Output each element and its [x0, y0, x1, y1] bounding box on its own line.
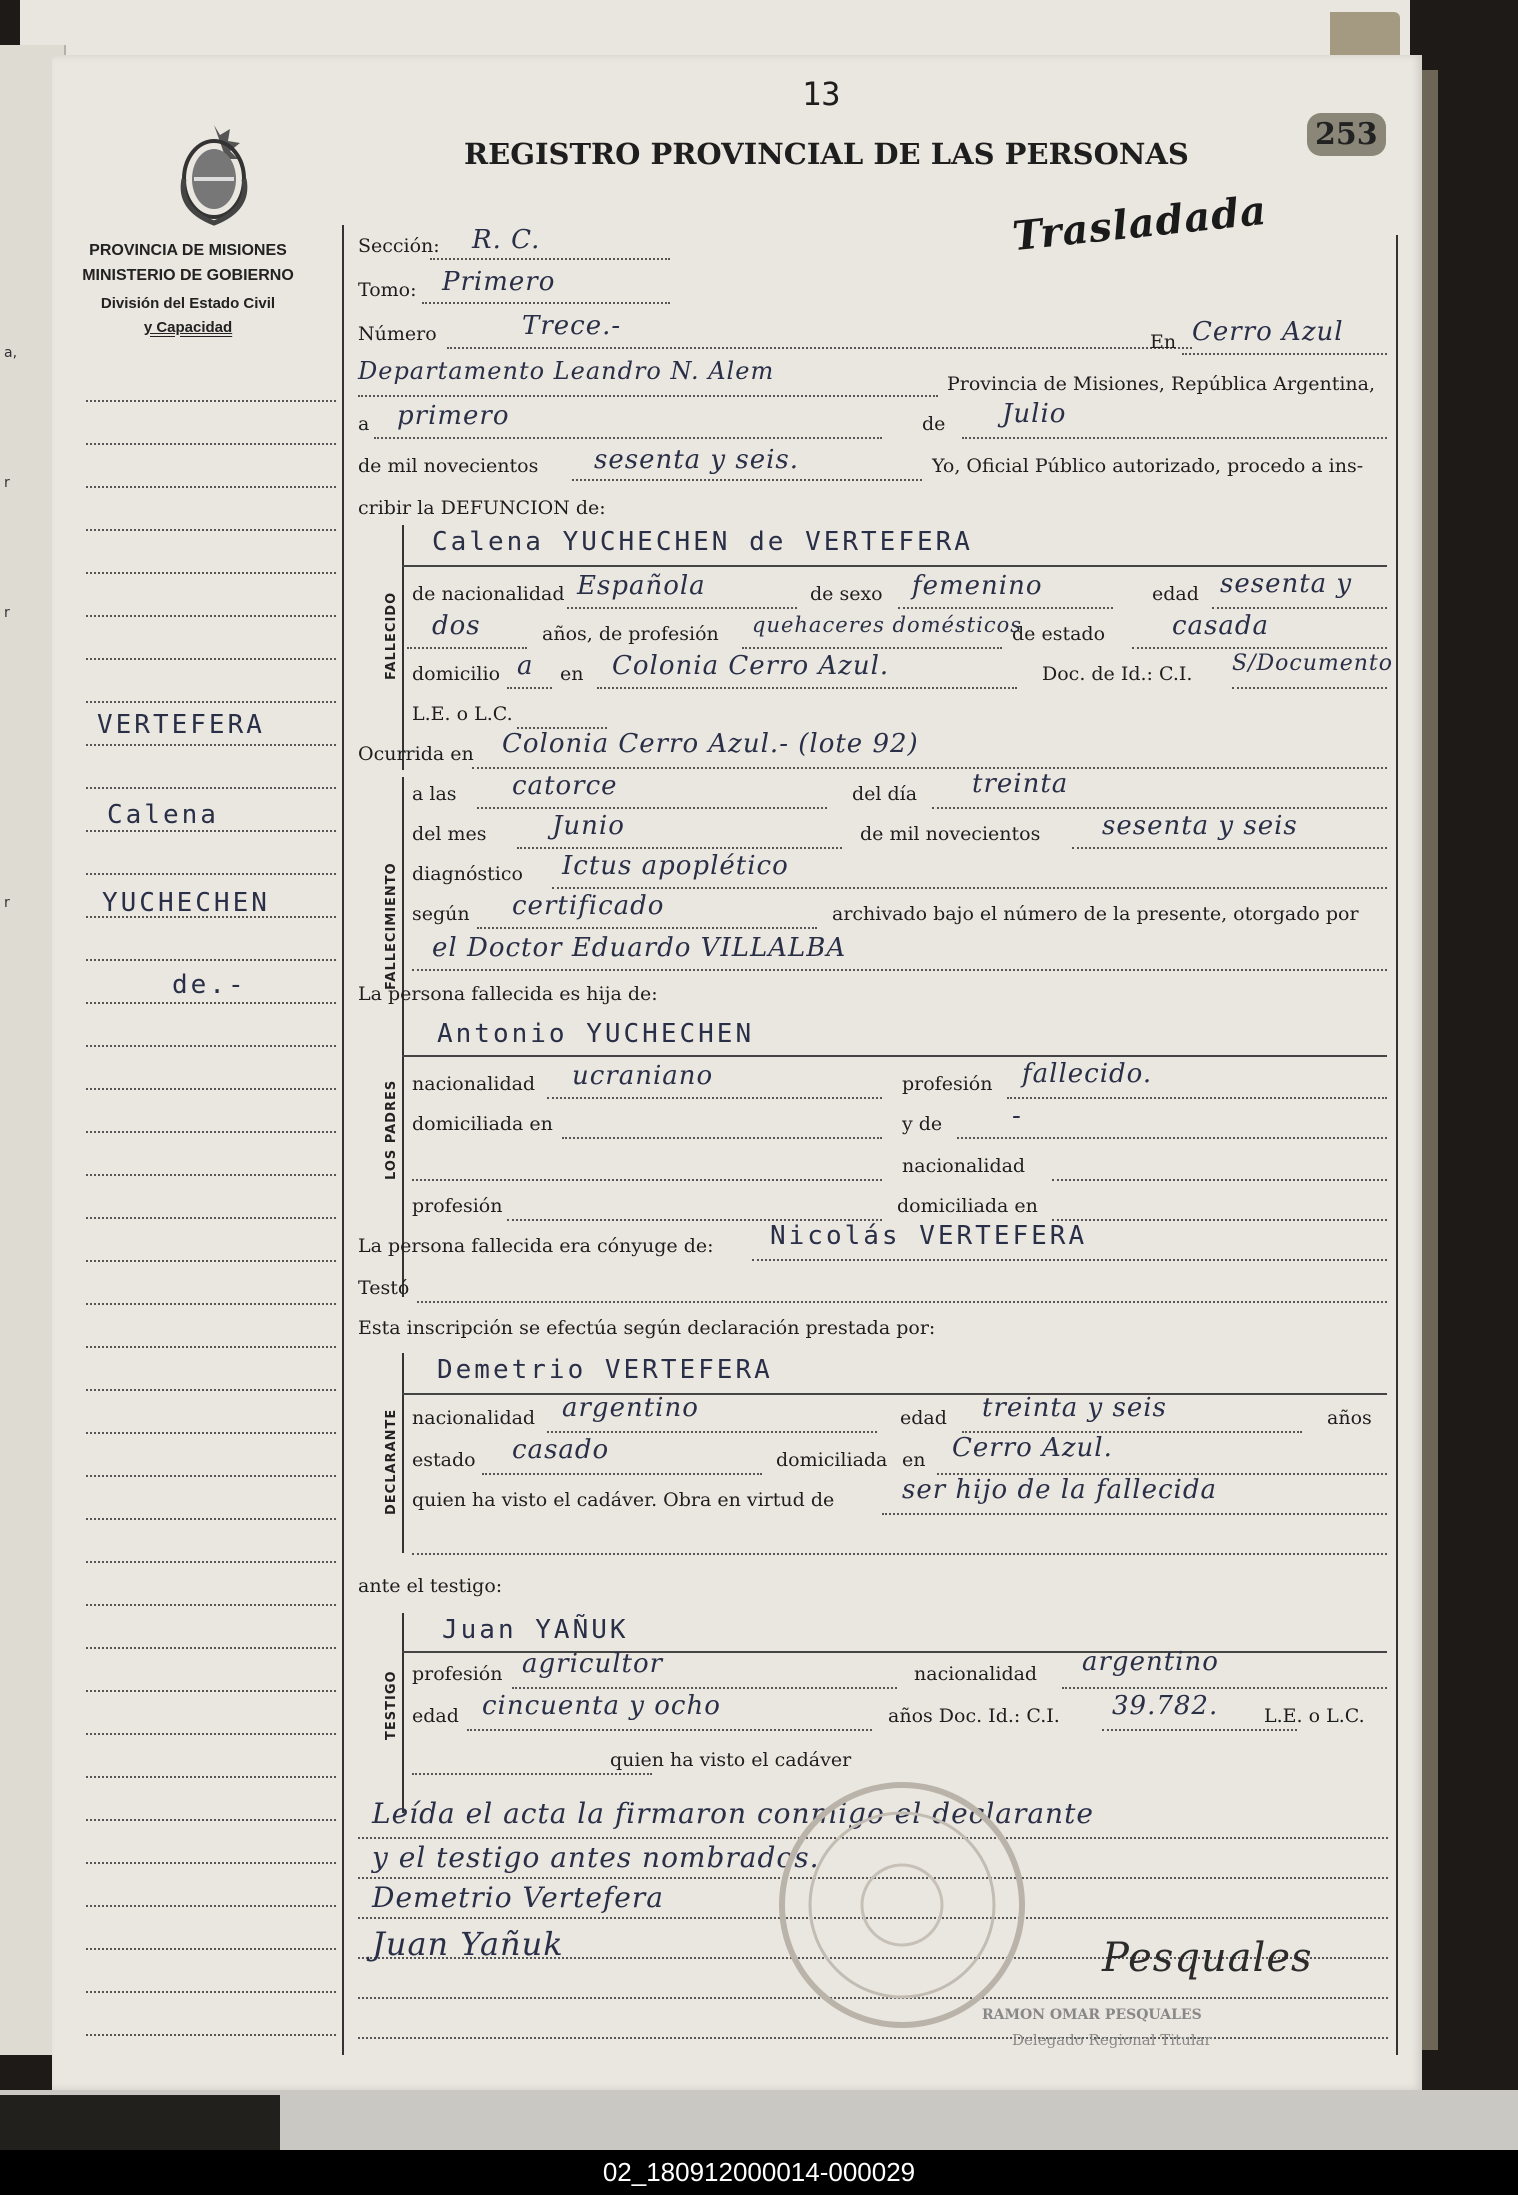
label-ocurrida-en: Ocurrida en	[358, 743, 474, 765]
trasladada-annotation: Trasladada	[1010, 186, 1270, 261]
signature-declarante: Demetrio Vertefera	[372, 1881, 664, 1914]
label-testigo-profesion: profesión	[412, 1663, 503, 1685]
official-stamp-name: RAMON OMAR PESQUALES	[982, 2007, 1202, 2023]
margin-ruled-line	[86, 1088, 336, 1090]
value-domicilio-en: Colonia Cerro Azul.	[612, 651, 890, 681]
margin-ruled-line	[86, 1733, 336, 1735]
value-segun: certificado	[512, 891, 665, 921]
value-edad-2: dos	[432, 611, 481, 641]
label-domiciliada-en: domiciliada en	[412, 1113, 553, 1135]
label-nacionalidad-fallecido: de nacionalidad	[412, 583, 565, 605]
value-dia: primero	[397, 401, 510, 431]
value-doctor: el Doctor Eduardo VILLALBA	[432, 933, 847, 963]
margin-ruled-line	[86, 873, 336, 875]
label-quien-vio: quien ha visto el cadáver. Obra en virtud de	[412, 1489, 835, 1511]
margin-ruled-line	[86, 1131, 336, 1133]
label-declarante-edad: edad	[900, 1407, 947, 1429]
value-declarante: Demetrio VERTEFERA	[437, 1355, 773, 1385]
book-number-stamp: 253	[1307, 113, 1386, 156]
margin-ruled-line	[86, 1862, 336, 1864]
label-inscripcion: Esta inscripción se efectúa según declaración prestada por:	[358, 1317, 936, 1339]
value-declarante-edad: treinta y seis	[982, 1393, 1167, 1423]
section-fallecido: FALLECIDO	[384, 591, 399, 680]
scan-bottom-shadow	[0, 2095, 280, 2150]
value-testigo-ci: 39.782.	[1112, 1691, 1219, 1721]
margin-ruled-line	[86, 1776, 336, 1778]
margin-ruled-line	[86, 658, 336, 660]
value-nombre: Calena YUCHECHEN de VERTEFERA	[432, 527, 973, 557]
margin-ruled-line	[86, 744, 336, 746]
label-a: a	[358, 413, 370, 435]
value-profesion: quehaceres domésticos	[752, 613, 1023, 637]
value-declarante-virtud: ser hijo de la fallecida	[902, 1475, 1218, 1505]
label-hija-de: La persona fallecida es hija de:	[358, 983, 658, 1005]
header-capacity: y Capacidad	[143, 319, 233, 336]
label-de-mil: de mil novecientos	[358, 455, 539, 477]
form-right-border	[1396, 235, 1398, 2055]
margin-ruled-line	[86, 1518, 336, 1520]
margin-ruled-line	[86, 1303, 336, 1305]
label-profesion-padre: profesión	[902, 1073, 993, 1095]
value-declarante-domicilio: Cerro Azul.	[952, 1433, 1113, 1463]
label-ante-testigo: ante el testigo:	[358, 1575, 503, 1597]
value-dia-fallecimiento: treinta	[972, 769, 1069, 799]
margin-ruled-line	[86, 400, 336, 402]
margin-ruled-line	[86, 1604, 336, 1606]
label-anos-profesion: años, de profesión	[542, 623, 719, 645]
official-stamp-title: Delegado Regional Titular	[1012, 2031, 1212, 2049]
value-padre-profesion: fallecido.	[1022, 1059, 1153, 1089]
value-closing-line-1: Leída el acta la firmaron conmigo el declarante	[372, 1797, 1094, 1830]
section-testigo: TESTIGO	[384, 1670, 399, 1740]
section-los-padres: LOS PADRES	[384, 1079, 399, 1180]
margin-ruled-line	[86, 1346, 336, 1348]
margin-ruled-line	[86, 2034, 336, 2036]
margin-ruled-line	[86, 1217, 336, 1219]
label-archivado: archivado bajo el número de la presente, otorgado por	[832, 903, 1359, 925]
page-title: REGISTRO PROVINCIAL DE LAS PERSONAS	[464, 137, 1189, 171]
label-en: En	[1150, 331, 1177, 353]
label-sexo: de sexo	[810, 583, 883, 605]
label-numero: Número	[358, 323, 437, 345]
label-profesion-madre: profesión	[412, 1195, 503, 1217]
value-padre: Antonio YUCHECHEN	[437, 1019, 755, 1049]
margin-ruled-line	[86, 1948, 336, 1950]
margin-note-de: de.-	[172, 970, 247, 1000]
label-declarante-estado: estado	[412, 1449, 476, 1471]
margin-ruled-line	[86, 1045, 336, 1047]
margin-ruled-line	[86, 1991, 336, 1993]
label-testigo-edad: edad	[412, 1705, 459, 1727]
margin-ruled-line	[86, 1561, 336, 1563]
label-tomo: Tomo:	[358, 279, 417, 301]
margin-ruled-line	[86, 959, 336, 961]
label-testigo-le-lc: L.E. o L.C.	[1264, 1705, 1365, 1727]
value-mes-fallecimiento: Junio	[552, 811, 625, 841]
label-domicilio: domicilio	[412, 663, 501, 685]
margin-ruled-line	[86, 1647, 336, 1649]
label-inscribir: cribir la DEFUNCION de:	[358, 497, 606, 519]
label-y-de: y de	[902, 1113, 943, 1135]
margin-ruled-line	[86, 830, 336, 832]
page-number: 13	[802, 75, 841, 113]
margin-ruled-line	[86, 486, 336, 488]
label-provincia: Provincia de Misiones, República Argentina,	[947, 373, 1376, 395]
margin-ruled-line	[86, 443, 336, 445]
book-top-edge	[20, 0, 1410, 60]
value-doc-id: S/Documento	[1232, 651, 1393, 676]
margin-ruled-line	[86, 1389, 336, 1391]
official-seal-icon	[772, 1775, 1032, 2035]
margin-ruled-line	[86, 1432, 336, 1434]
label-domiciliada-en-madre: domiciliada en	[897, 1195, 1038, 1217]
section-fallecimiento: FALLECIMIENTO	[384, 862, 399, 990]
label-declarante-domiciliada: domiciliada	[776, 1449, 888, 1471]
signature-testigo: Juan Yañuk	[372, 1925, 564, 1963]
label-domicilio-en: en	[560, 663, 584, 685]
label-declarante-en: en	[902, 1449, 926, 1471]
label-a-las: a las	[412, 783, 457, 805]
margin-ruled-line	[86, 572, 336, 574]
value-declarante-nacionalidad: argentino	[562, 1393, 699, 1423]
margin-ruled-line	[86, 1002, 336, 1004]
value-seccion: R. C.	[472, 225, 541, 255]
margin-note-surname: VERTEFERA	[97, 710, 265, 740]
label-del-mes: del mes	[412, 823, 487, 845]
margin-ruled-line	[86, 1819, 336, 1821]
value-edad-1: sesenta y	[1220, 569, 1353, 599]
margin-divider	[342, 225, 344, 2055]
value-departamento: Departamento Leandro N. Alem	[358, 357, 775, 385]
label-segun: según	[412, 903, 470, 925]
value-testigo-profesion: agricultor	[522, 1649, 664, 1679]
value-diagnostico: Ictus apoplético	[562, 851, 789, 881]
value-tomo: Primero	[442, 267, 556, 297]
value-ano-fallecimiento: sesenta y seis	[1102, 811, 1298, 841]
label-de-mil-fallecimiento: de mil novecientos	[860, 823, 1041, 845]
previous-page-edge: a, r r r	[0, 45, 66, 2055]
value-nacionalidad: Española	[577, 571, 706, 601]
header-province: PROVINCIA DE MISIONES	[89, 242, 287, 259]
label-de: de	[922, 413, 946, 435]
label-yo-oficial: Yo, Oficial Público autorizado, procedo a ins-	[932, 455, 1364, 477]
margin-note-firstname: Calena	[107, 800, 219, 830]
label-testigo-quien-vio: quien ha visto el cadáver	[610, 1749, 852, 1771]
label-le-lc: L.E. o L.C.	[412, 703, 513, 725]
margin-ruled-line	[86, 529, 336, 531]
signature-oficial: Pesquales	[1102, 1935, 1313, 1981]
value-mes: Julio	[1002, 399, 1067, 429]
label-diagnostico: diagnóstico	[412, 863, 523, 885]
header-ministry: MINISTERIO DE GOBIERNO	[82, 267, 294, 284]
label-testo: Testó	[358, 1277, 410, 1299]
value-ocurrida-en: Colonia Cerro Azul.- (lote 92)	[502, 729, 919, 759]
value-estado: casada	[1172, 611, 1270, 641]
label-testigo-nacionalidad: nacionalidad	[914, 1663, 1038, 1685]
book-cover-corner	[1330, 12, 1400, 58]
value-padre-nacionalidad: ucraniano	[572, 1061, 714, 1091]
value-testigo-edad: cincuenta y ocho	[482, 1691, 721, 1721]
margin-ruled-line	[86, 1260, 336, 1262]
value-conyuge: Nicolás VERTEFERA	[770, 1221, 1088, 1251]
label-nacionalidad-padre: nacionalidad	[412, 1073, 536, 1095]
label-nacionalidad-madre: nacionalidad	[902, 1155, 1026, 1177]
value-declarante-estado: casado	[512, 1435, 610, 1465]
label-testigo-anos-doc: años Doc. Id.: C.I.	[888, 1705, 1060, 1727]
margin-ruled-line	[86, 701, 336, 703]
register-page	[52, 55, 1422, 2090]
value-hora: catorce	[512, 771, 618, 801]
coat-of-arms-icon	[170, 117, 258, 227]
value-closing-line-2: y el testigo antes nombrados.	[372, 1841, 820, 1874]
margin-ruled-line	[86, 1905, 336, 1907]
value-ano: sesenta y seis.	[594, 445, 800, 475]
label-del-dia: del día	[852, 783, 918, 805]
value-domicilio: a	[517, 651, 534, 681]
section-declarante: DECLARANTE	[384, 1408, 399, 1515]
margin-ruled-line	[86, 787, 336, 789]
label-declarante-anos: años	[1327, 1407, 1372, 1429]
label-seccion: Sección:	[358, 235, 440, 257]
margin-ruled-line	[86, 615, 336, 617]
label-conyuge: La persona fallecida era cónyuge de:	[358, 1235, 714, 1257]
header-division: División del Estado Civil	[100, 295, 276, 312]
value-madre: -	[1012, 1101, 1022, 1131]
footer-id: 02_180912000014-000029	[0, 2150, 1518, 2195]
label-edad-fallecido: edad	[1152, 583, 1199, 605]
margin-ruled-line	[86, 1475, 336, 1477]
margin-ruled-line	[86, 1690, 336, 1692]
label-estado: de estado	[1012, 623, 1106, 645]
value-testigo: Juan YAÑUK	[442, 1615, 629, 1645]
value-testigo-nacionalidad: argentino	[1082, 1647, 1219, 1677]
margin-note-maiden: YUCHECHEN	[102, 888, 270, 918]
value-en: Cerro Azul	[1192, 317, 1344, 347]
value-sexo: femenino	[912, 571, 1043, 601]
value-numero: Trece.-	[522, 311, 622, 341]
label-doc-id: Doc. de Id.: C.I.	[1042, 663, 1193, 685]
margin-ruled-line	[86, 1174, 336, 1176]
label-declarante-nacionalidad: nacionalidad	[412, 1407, 536, 1429]
